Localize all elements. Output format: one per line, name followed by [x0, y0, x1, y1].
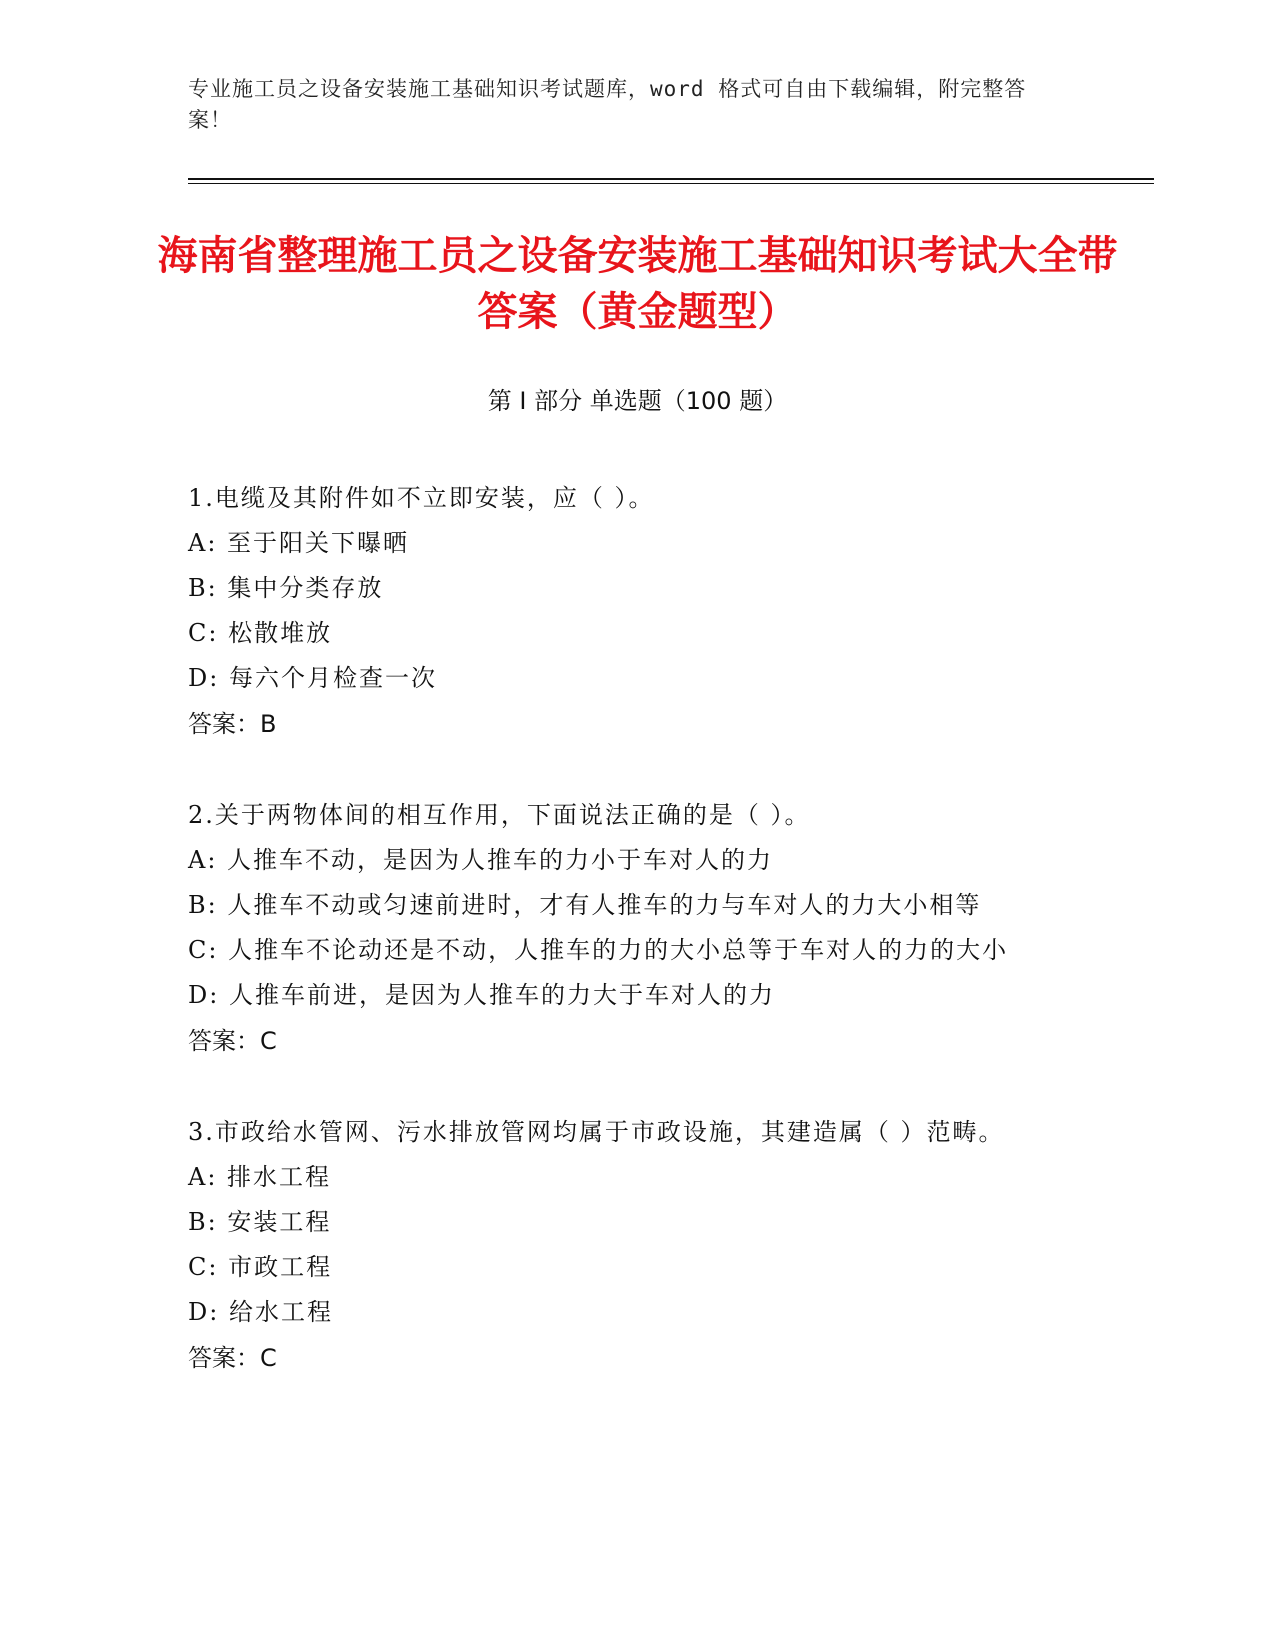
question-1	[188, 476, 1078, 747]
option-c: C: 松散堆放	[188, 619, 333, 647]
header-divider-thin	[188, 183, 1154, 184]
question-3	[188, 1110, 1078, 1381]
header-divider	[188, 178, 1154, 180]
option-b: B: 集中分类存放	[188, 574, 384, 602]
answer: 答案：B	[188, 710, 277, 738]
section-heading: 第 I 部分 单选题（100 题）	[487, 387, 788, 415]
question-stem: 3.市政给水管网、污水排放管网均属于市政设施，其建造属（ ）范畴。	[188, 1118, 1005, 1146]
option-d: D: 每六个月检查一次	[188, 664, 437, 692]
header-note: 专业施工员之设备安装施工基础知识考试题库，word 格式可自由下载编辑，附完整答案！	[188, 77, 1027, 132]
option-b: B: 人推车不动或匀速前进时，才有人推车的力与车对人的力大小相等	[188, 891, 982, 919]
option-d: D: 给水工程	[188, 1298, 333, 1326]
option-c: C: 市政工程	[188, 1253, 333, 1281]
question-list	[188, 476, 1078, 1427]
document-title: 海南省整理施工员之设备安装施工基础知识考试大全带答案（黄金题型）	[157, 233, 1118, 335]
option-a: A: 排水工程	[188, 1163, 332, 1191]
option-c: C: 人推车不论动还是不动，人推车的力的大小总等于车对人的力的大小	[188, 936, 1009, 964]
option-d: D: 人推车前进，是因为人推车的力大于车对人的力	[188, 981, 775, 1009]
question-stem: 1.电缆及其附件如不立即安装，应（ ）。	[188, 484, 655, 512]
option-a: A: 人推车不动，是因为人推车的力小于车对人的力	[188, 846, 774, 874]
answer: 答案：C	[188, 1027, 277, 1055]
question-stem: 2.关于两物体间的相互作用，下面说法正确的是（ ）。	[188, 801, 811, 829]
question-2	[188, 793, 1078, 1064]
answer: 答案：C	[188, 1344, 277, 1372]
option-b: B: 安装工程	[188, 1208, 332, 1236]
option-a: A: 至于阳关下曝晒	[188, 529, 410, 557]
